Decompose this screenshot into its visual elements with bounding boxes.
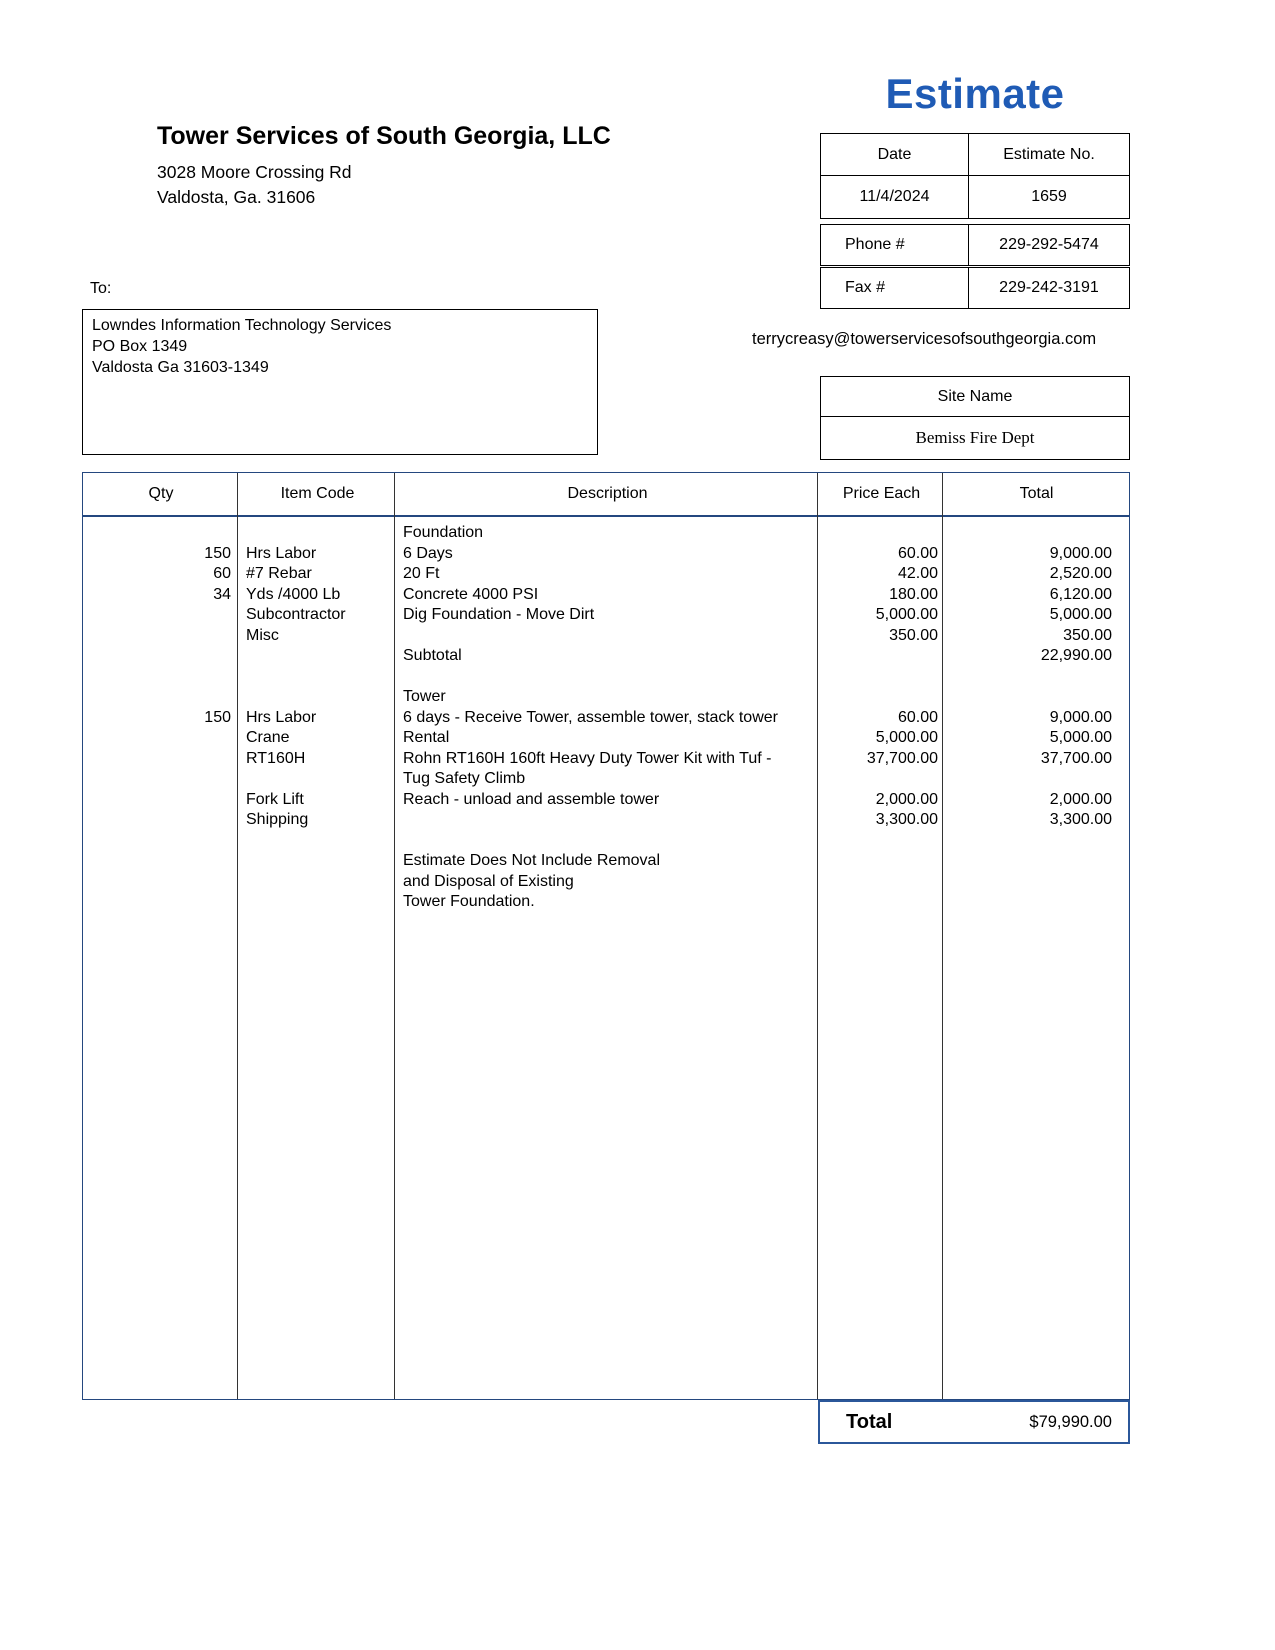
table-row xyxy=(83,626,1129,647)
cell-total xyxy=(944,872,1129,893)
cell-code xyxy=(239,851,396,872)
date-estimate-table xyxy=(820,133,1130,219)
cell-code: #7 Rebar xyxy=(246,565,312,582)
table-row xyxy=(83,728,1129,749)
cell-qty: 150 xyxy=(204,544,231,562)
table-body xyxy=(83,517,1129,1399)
cell-total: 9,000.00 xyxy=(1049,544,1112,562)
cell-code: Hrs Labor xyxy=(246,544,317,562)
cell-total: 6,120.00 xyxy=(1049,585,1112,603)
table-rows xyxy=(83,517,1129,913)
table-row xyxy=(83,646,1129,667)
phone-value: 229-292-5474 xyxy=(999,236,1099,253)
cell-price: 2,000.00 xyxy=(875,790,938,808)
cell-desc: Foundation xyxy=(403,524,484,541)
cell-code: Misc xyxy=(246,626,279,644)
cell-desc: Reach - unload and assemble tower xyxy=(403,790,660,808)
table-row xyxy=(83,851,1129,872)
cell-total: 5,000.00 xyxy=(1049,729,1112,746)
cell-total xyxy=(944,831,1129,852)
cell-desc: 6 days - Receive Tower, assemble tower, stack tower xyxy=(403,708,778,726)
email-address: terrycreasy@towerservicesofsouthgeorgia.com xyxy=(752,330,1097,348)
cell-code: Fork Lift xyxy=(246,790,304,808)
cell-qty xyxy=(83,872,239,893)
cell-price: 3,300.00 xyxy=(875,811,938,828)
cell-qty xyxy=(83,892,239,913)
table-row xyxy=(83,585,1129,606)
cell-desc: 6 Days xyxy=(403,544,453,562)
table-header-row xyxy=(83,473,1129,517)
cell-price xyxy=(819,831,944,852)
column-divider xyxy=(942,473,943,1399)
date-header: Date xyxy=(821,134,969,176)
estimate-no-header: Estimate No. xyxy=(969,134,1129,176)
total-label: Total xyxy=(846,1410,893,1433)
line-items-table xyxy=(82,472,1130,1400)
cell-qty xyxy=(83,851,239,872)
header-item-code: Item Code xyxy=(280,485,355,502)
cell-total: 3,300.00 xyxy=(1049,811,1112,828)
fax-row xyxy=(820,267,1130,309)
cell-desc: 20 Ft xyxy=(403,565,440,582)
cell-qty xyxy=(83,810,239,831)
date-value: 11/4/2024 xyxy=(821,176,969,218)
cell-qty xyxy=(83,605,239,626)
cell-code xyxy=(239,872,396,893)
cell-code: Subcontractor xyxy=(246,606,346,623)
cell-total xyxy=(944,892,1129,913)
company-address-line2: Valdosta, Ga. 31606 xyxy=(157,187,316,207)
cell-code xyxy=(239,831,396,852)
total-value: $79,990.00 xyxy=(1029,1412,1112,1431)
cell-qty xyxy=(83,749,239,790)
cell-price: 42.00 xyxy=(897,565,938,582)
cell-code: Shipping xyxy=(246,811,309,828)
table-row xyxy=(83,872,1129,893)
cell-desc: Rental xyxy=(403,729,450,746)
cell-price: 5,000.00 xyxy=(875,729,938,746)
table-row xyxy=(83,831,1129,852)
cell-price: 60.00 xyxy=(897,544,938,562)
company-address xyxy=(157,160,352,210)
cell-total: 2,520.00 xyxy=(1049,565,1112,582)
column-divider xyxy=(237,473,238,1399)
cell-desc xyxy=(396,626,819,647)
cell-qty xyxy=(83,646,239,667)
cell-price xyxy=(819,523,944,544)
cell-total xyxy=(944,667,1129,688)
cell-code: Hrs Labor xyxy=(246,708,317,726)
cell-price: 180.00 xyxy=(889,585,938,603)
cell-total: 350.00 xyxy=(1063,626,1112,644)
recipient-line-3: Valdosta Ga 31603-1349 xyxy=(92,359,269,376)
fax-label: Fax # xyxy=(821,268,969,308)
cell-price: 350.00 xyxy=(889,626,938,644)
cell-qty: 150 xyxy=(204,708,231,726)
recipient-line-1: Lowndes Information Technology Services xyxy=(92,317,392,334)
cell-code: Yds /4000 Lb xyxy=(246,585,341,603)
phone-row xyxy=(820,224,1130,266)
cell-desc: and Disposal of Existing xyxy=(403,872,574,890)
header-qty: Qty xyxy=(148,485,174,502)
header-price-each: Price Each xyxy=(842,485,921,502)
cell-qty: 60 xyxy=(213,565,231,582)
table-row xyxy=(83,790,1129,811)
cell-code xyxy=(239,667,396,688)
estimate-no-value: 1659 xyxy=(1031,188,1067,205)
site-name-value: Bemiss Fire Dept xyxy=(915,428,1035,447)
cell-total: 9,000.00 xyxy=(1049,708,1112,726)
table-row xyxy=(83,687,1129,708)
cell-desc: Tower xyxy=(403,688,446,705)
column-divider xyxy=(817,473,818,1399)
table-filler xyxy=(83,913,1129,1400)
table-row xyxy=(83,667,1129,688)
table-row xyxy=(83,810,1129,831)
table-row xyxy=(83,749,1129,790)
site-name-header: Site Name xyxy=(821,377,1129,417)
cell-total: 37,700.00 xyxy=(1040,749,1112,767)
recipient-line-2: PO Box 1349 xyxy=(92,338,188,355)
document-title: Estimate xyxy=(885,70,1065,117)
cell-price: 60.00 xyxy=(897,708,938,726)
cell-desc: Tower Foundation. xyxy=(403,893,535,910)
cell-qty xyxy=(83,790,239,811)
cell-price xyxy=(819,667,944,688)
table-row xyxy=(83,708,1129,729)
cell-code: Crane xyxy=(246,729,290,746)
cell-price xyxy=(819,872,944,893)
cell-qty xyxy=(83,687,239,708)
cell-price xyxy=(819,851,944,872)
to-label: To: xyxy=(90,280,112,297)
cell-price: 5,000.00 xyxy=(875,606,938,623)
cell-code xyxy=(239,646,396,667)
cell-price xyxy=(819,892,944,913)
company-address-line1: 3028 Moore Crossing Rd xyxy=(157,162,352,182)
cell-qty xyxy=(83,626,239,647)
cell-desc: Rohn RT160H 160ft Heavy Duty Tower Kit with Tuf - Tug Safety Climb xyxy=(403,749,772,787)
column-divider xyxy=(394,473,395,1399)
cell-qty xyxy=(83,667,239,688)
cell-price xyxy=(819,646,944,667)
cell-code xyxy=(239,892,396,913)
cell-price xyxy=(819,687,944,708)
cell-total: 22,990.00 xyxy=(1040,647,1112,664)
cell-qty xyxy=(83,831,239,852)
recipient-box xyxy=(82,309,598,455)
cell-total: 5,000.00 xyxy=(1049,606,1112,623)
cell-total: 2,000.00 xyxy=(1049,790,1112,808)
phone-label: Phone # xyxy=(821,225,969,265)
table-row xyxy=(83,892,1129,913)
site-name-box xyxy=(820,376,1130,460)
table-row xyxy=(83,564,1129,585)
cell-total xyxy=(944,687,1129,708)
cell-desc xyxy=(396,667,819,688)
cell-total xyxy=(944,523,1129,544)
cell-desc: Subtotal xyxy=(403,647,462,664)
cell-code xyxy=(239,523,396,544)
cell-qty xyxy=(83,523,239,544)
cell-desc: Dig Foundation - Move Dirt xyxy=(403,606,595,623)
table-row xyxy=(83,523,1129,544)
cell-code: RT160H xyxy=(246,749,306,767)
header-total: Total xyxy=(1019,485,1054,502)
cell-desc xyxy=(396,810,819,831)
cell-price: 37,700.00 xyxy=(866,749,938,767)
header-description: Description xyxy=(567,485,648,502)
company-name: Tower Services of South Georgia, LLC xyxy=(157,122,611,150)
cell-qty: 34 xyxy=(213,585,231,603)
fax-value: 229-242-3191 xyxy=(999,279,1099,296)
cell-code xyxy=(239,687,396,708)
cell-qty xyxy=(83,728,239,749)
table-row xyxy=(83,544,1129,565)
cell-total xyxy=(944,851,1129,872)
cell-desc: Estimate Does Not Include Removal xyxy=(403,852,660,869)
table-row xyxy=(83,605,1129,626)
cell-desc: Concrete 4000 PSI xyxy=(403,585,539,603)
total-box xyxy=(818,1400,1130,1444)
cell-desc xyxy=(396,831,819,852)
